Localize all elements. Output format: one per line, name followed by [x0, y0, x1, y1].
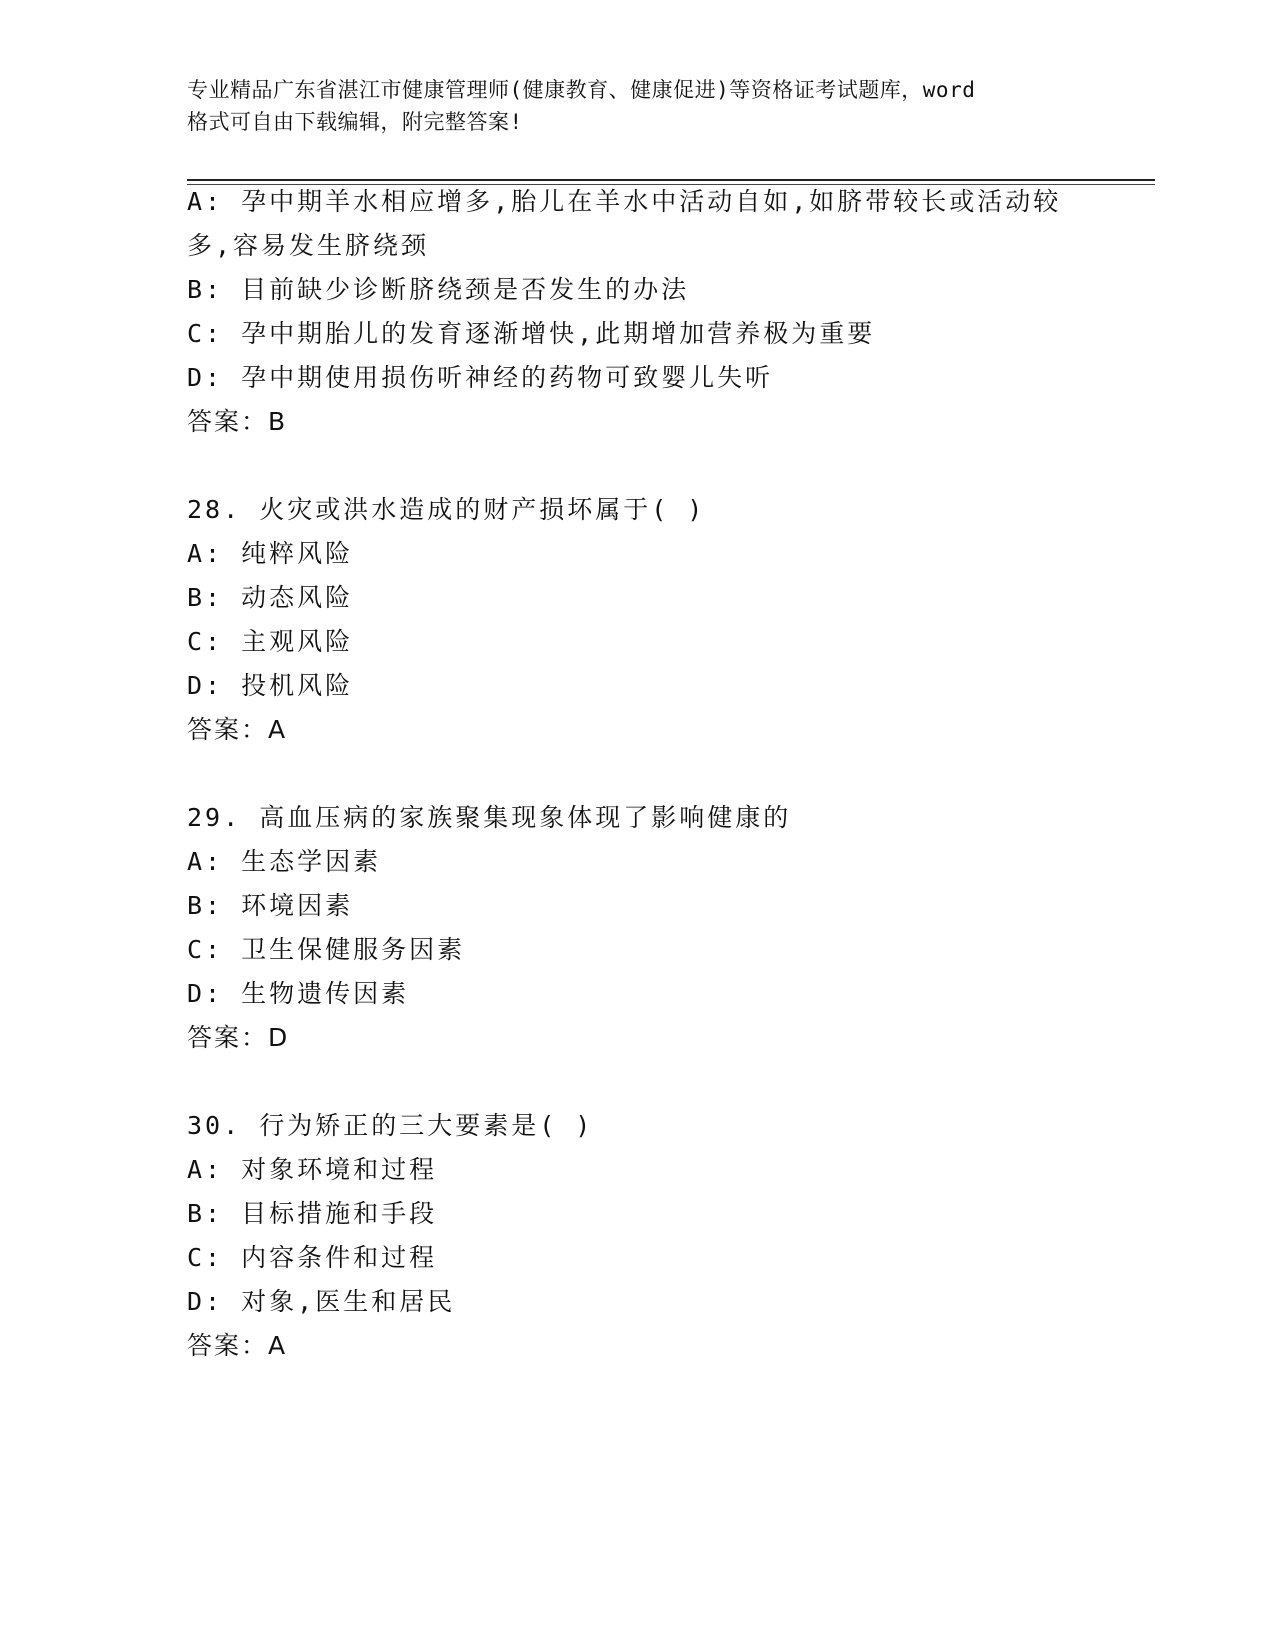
header-line-2: 格式可自由下载编辑，附完整答案!: [187, 110, 523, 134]
option-b: B: 目前缺少诊断脐绕颈是否发生的办法: [187, 275, 690, 304]
option-d: D: 投机风险: [187, 671, 354, 700]
option-a-line-1: A: 孕中期羊水相应增多,胎儿在羊水中活动自如,如脐带较长或活动较: [187, 187, 1062, 216]
option-d: D: 生物遗传因素: [187, 979, 410, 1008]
header-divider-thin: [187, 184, 1155, 185]
answer: 答案：D: [187, 1023, 290, 1052]
question-stem: 30. 行为矫正的三大要素是( ): [187, 1111, 594, 1140]
option-c: C: 内容条件和过程: [187, 1243, 438, 1272]
answer: 答案：B: [187, 407, 288, 436]
option-c: C: 孕中期胎儿的发育逐渐增快,此期增加营养极为重要: [187, 319, 876, 348]
answer: 答案：A: [187, 1331, 288, 1360]
header-divider-thick: [187, 179, 1155, 181]
option-d: D: 孕中期使用损伤听神经的药物可致婴儿失听: [187, 363, 774, 392]
option-b: B: 环境因素: [187, 891, 354, 920]
question-stem: 29. 高血压病的家族聚集现象体现了影响健康的: [187, 803, 792, 832]
answer: 答案：A: [187, 715, 288, 744]
option-a: A: 生态学因素: [187, 847, 382, 876]
option-a: A: 纯粹风险: [187, 539, 354, 568]
option-b: B: 目标措施和手段: [187, 1199, 438, 1228]
option-c: C: 卫生保健服务因素: [187, 935, 466, 964]
question-stem: 28. 火灾或洪水造成的财产损坏属于( ): [187, 495, 706, 524]
option-c: C: 主观风险: [187, 627, 354, 656]
option-b: B: 动态风险: [187, 583, 354, 612]
option-a-line-2: 多,容易发生脐绕颈: [187, 231, 430, 260]
option-a: A: 对象环境和过程: [187, 1155, 438, 1184]
option-d: D: 对象,医生和居民: [187, 1287, 456, 1316]
document-header: [187, 74, 1117, 138]
header-line-1: 专业精品广东省湛江市健康管理师(健康教育、健康促进)等资格证考试题库，word: [187, 78, 976, 102]
